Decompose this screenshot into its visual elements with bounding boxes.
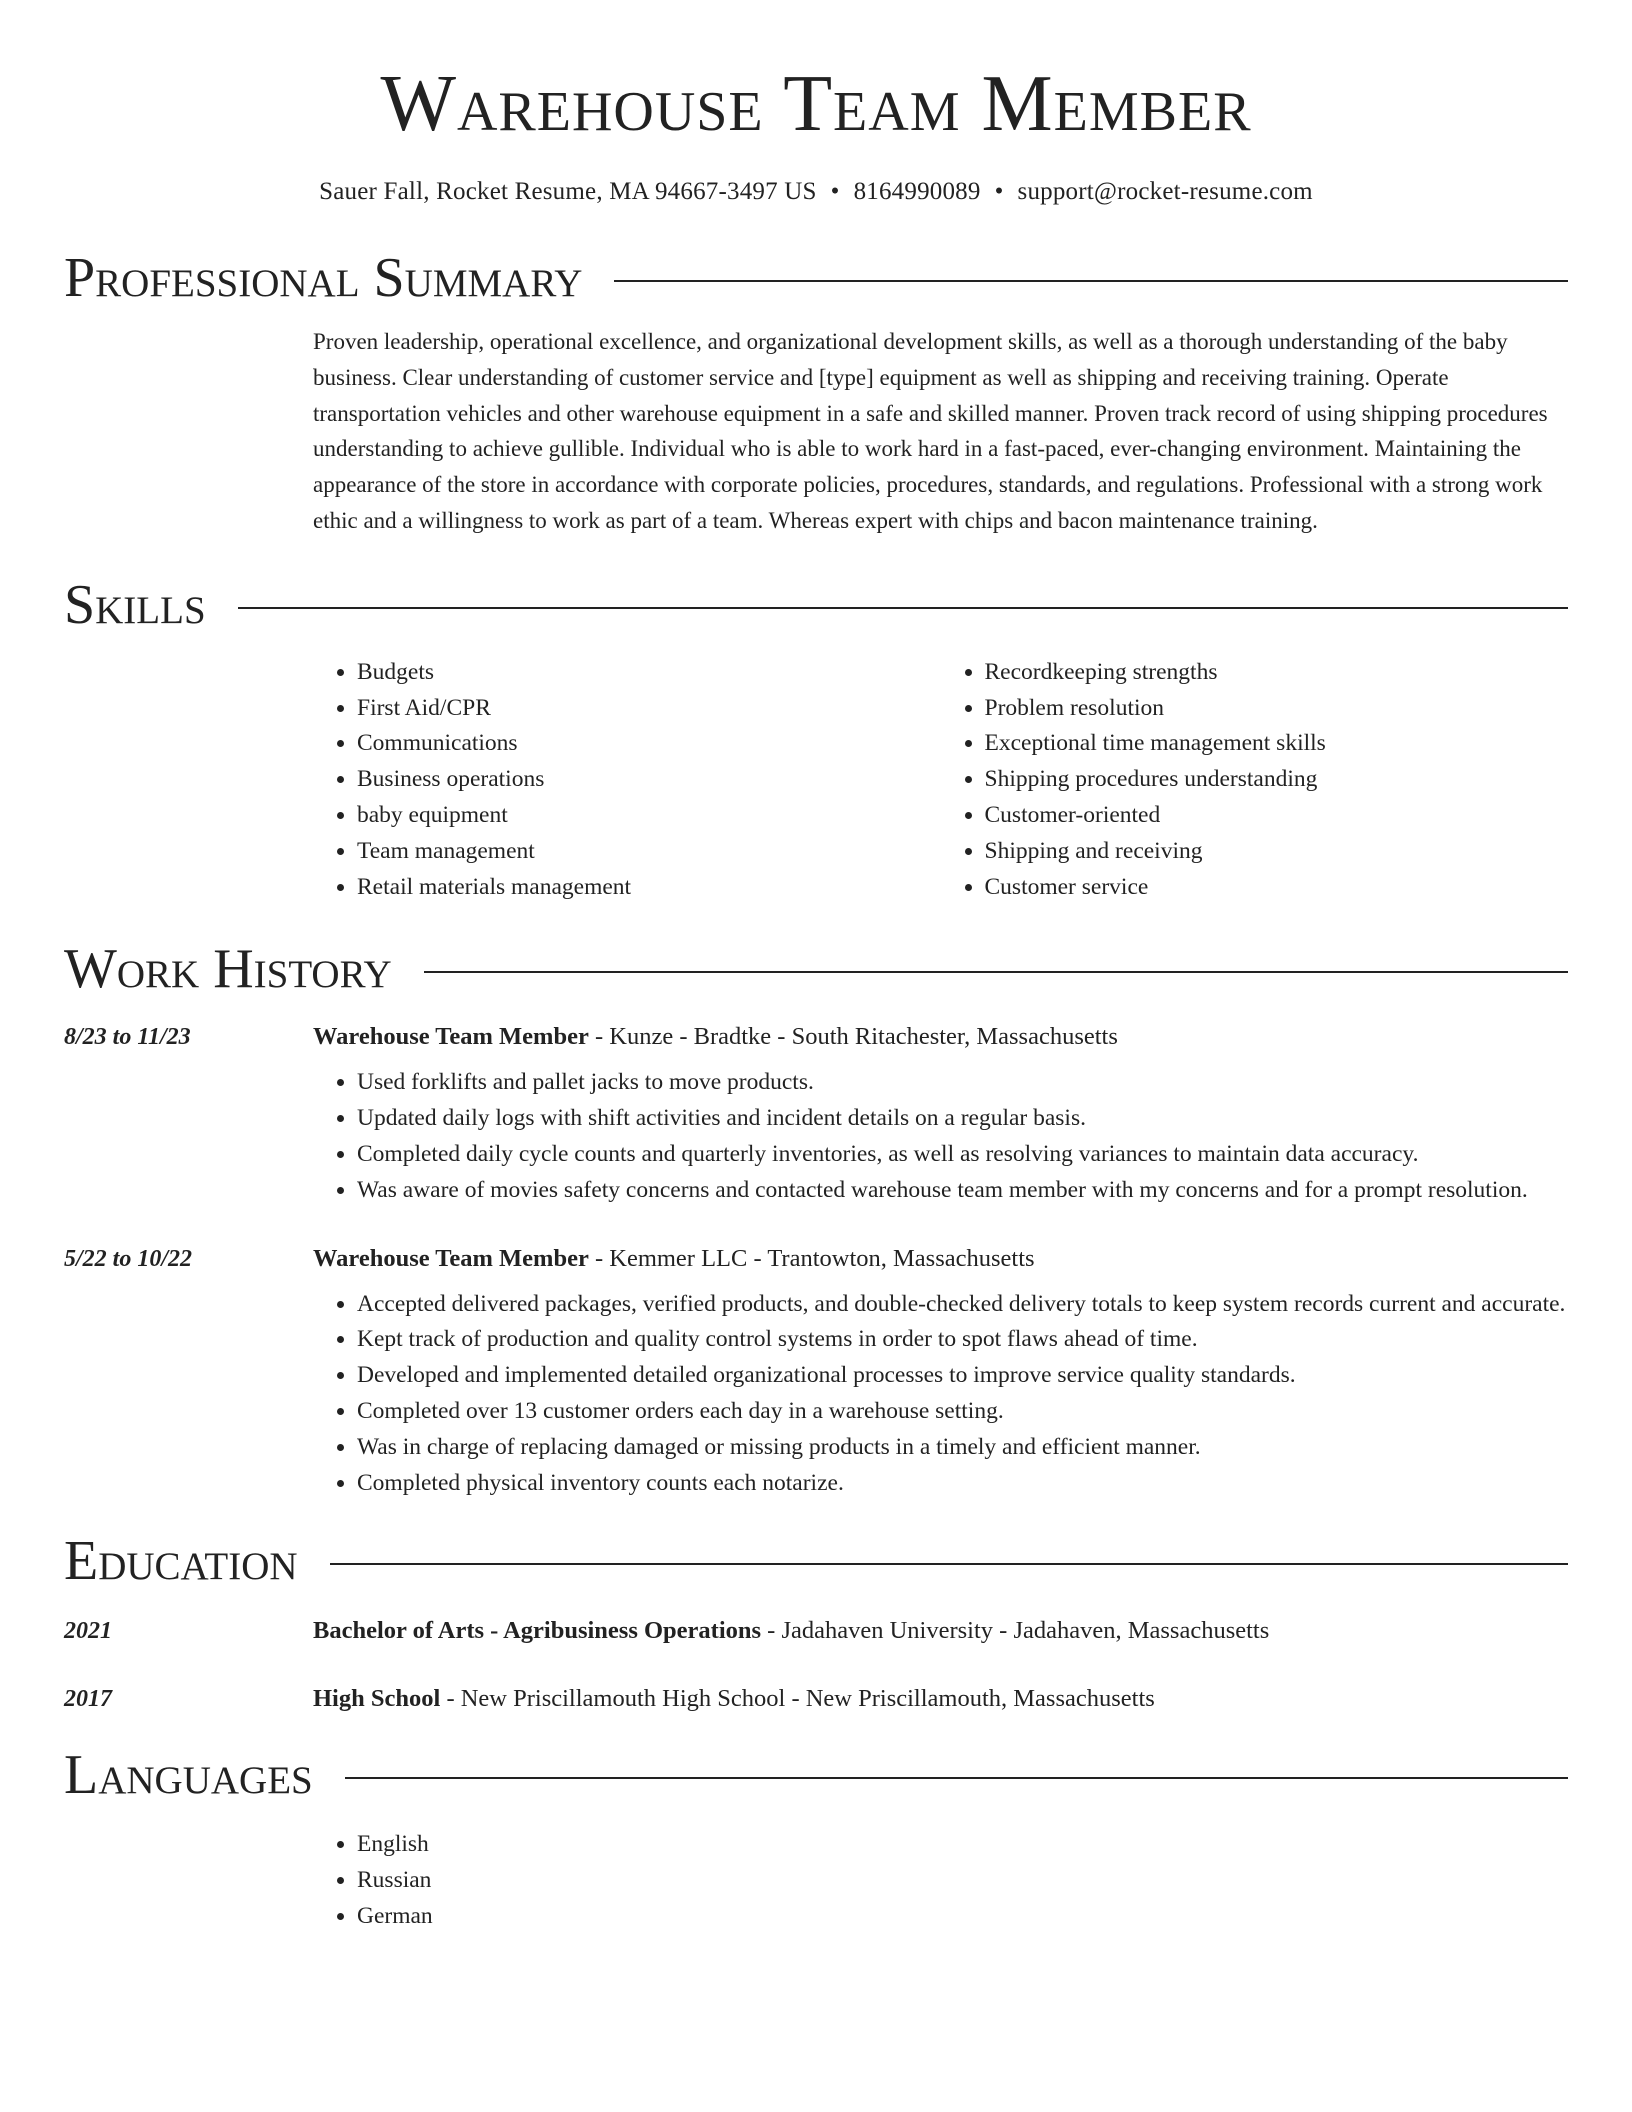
skill-item: • Problem resolution (985, 691, 1569, 727)
job-bullet: • Was aware of movies safety concerns and contacted warehouse team member with my concerns and for a prompt resolution. (357, 1173, 1568, 1209)
job-bullet: • Accepted delivered packages, verified products, and double-checked delivery totals to keep system records current and accurate. (357, 1287, 1568, 1323)
section-divider (345, 1777, 1568, 1779)
work-section-heading (64, 938, 1568, 1001)
skill-item: • Retail materials management (357, 870, 941, 906)
skill-item: • Team management (357, 834, 941, 870)
job-title: Warehouse Team Member (313, 1244, 589, 1272)
job-bullet: • Kept track of production and quality control systems in order to spot flaws ahead of time. (357, 1322, 1568, 1358)
languages-list (313, 1827, 1568, 1934)
skill-item: • baby equipment (357, 798, 941, 834)
skills-heading-title: Skills (64, 573, 206, 636)
education-entry (64, 1685, 1568, 1713)
education-headline (313, 1617, 1269, 1645)
language-item: • English (357, 1827, 1568, 1863)
skill-item: • Shipping and receiving (985, 834, 1569, 870)
section-divider (330, 1563, 1568, 1565)
languages-heading-title: Languages (64, 1744, 313, 1807)
language-item: • Russian (357, 1863, 1568, 1899)
job-details: - Kunze - Bradtke - South Ritachester, Massachusetts (588, 1023, 1118, 1051)
job-headline (313, 1023, 1118, 1051)
skill-item: • Communications (357, 726, 941, 762)
job-headline (313, 1245, 1035, 1273)
skill-item: • First Aid/CPR (357, 691, 941, 727)
summary-heading-title: Professional Summary (64, 247, 583, 309)
work-heading-title: Work History (64, 938, 392, 1001)
section-divider (614, 280, 1568, 282)
skill-item: • Budgets (357, 655, 941, 691)
job-bullet: • Completed physical inventory counts each notarize. (357, 1466, 1568, 1502)
skill-item: • Customer service (985, 870, 1569, 906)
contact-separator: • (994, 178, 1004, 205)
education-details: - New Priscillamouth High School - New Priscillamouth, Massachusetts (440, 1685, 1155, 1713)
contact-separator: • (830, 178, 840, 205)
job-bullet: • Used forklifts and pallet jacks to move products. (357, 1065, 1568, 1101)
education-degree: High School (313, 1685, 441, 1713)
job-bullet: • Completed daily cycle counts and quarterly inventories, as well as resolving variances to maintain data accuracy. (357, 1137, 1568, 1173)
education-heading-title: Education (64, 1530, 298, 1593)
skills-list-left (313, 655, 941, 906)
education-entry (64, 1617, 1568, 1645)
job-bullet: • Developed and implemented detailed organizational processes to improve service quality standards. (357, 1358, 1568, 1394)
education-headline (313, 1685, 1155, 1713)
education-details: - Jadahaven University - Jadahaven, Massachusetts (761, 1617, 1270, 1645)
job-dates: 5/22 to 10/22 (64, 1245, 193, 1272)
education-degree: Bachelor of Arts - Agribusiness Operations (313, 1617, 762, 1645)
job-bullets (313, 1287, 1568, 1502)
skills-grid (313, 655, 1568, 906)
job-dates: 8/23 to 11/23 (64, 1024, 191, 1051)
skill-item: • Shipping procedures understanding (985, 762, 1569, 798)
contact-address: Sauer Fall, Rocket Resume, MA 94667-3497 US (319, 178, 817, 205)
languages-section-heading (64, 1744, 1568, 1807)
skills-section-heading (64, 573, 1568, 636)
job-details: - Kemmer LLC - Trantowton, Massachusetts (588, 1244, 1035, 1272)
job-bullets (313, 1065, 1568, 1208)
job-title: Warehouse Team Member (313, 1023, 589, 1051)
skills-list-right (941, 655, 1569, 906)
section-divider (238, 607, 1568, 609)
education-year: 2021 (64, 1618, 112, 1645)
section-divider (424, 971, 1568, 973)
language-item: • German (357, 1899, 1568, 1935)
skill-item: • Exceptional time management skills (985, 726, 1569, 762)
job-entry (64, 1245, 1568, 1273)
skill-item: • Customer-oriented (985, 798, 1569, 834)
contact-line (64, 178, 1568, 206)
education-section-heading (64, 1530, 1568, 1593)
contact-phone: 8164990089 (853, 178, 981, 205)
job-bullet: • Updated daily logs with shift activities and incident details on a regular basis. (357, 1101, 1568, 1137)
summary-section-heading (64, 247, 1568, 309)
education-year: 2017 (64, 1686, 112, 1713)
job-bullet: • Completed over 13 customer orders each day in a warehouse setting. (357, 1394, 1568, 1430)
job-entry (64, 1023, 1568, 1051)
job-bullet: • Was in charge of replacing damaged or missing products in a timely and efficient manner. (357, 1430, 1568, 1466)
contact-email: support@rocket-resume.com (1017, 178, 1313, 205)
summary-text: Proven leadership, operational excellence, and organizational development skills, as well as a thorough understanding of the baby business. Clear understanding of customer service and [type] equipment as well as shipping and receiving training. Operate transportation vehicles and other warehouse equipment in a safe and skilled manner. Proven track record of using shipping procedures understanding to achieve gullible. Individual who is able to work hard in a fast-paced, ever-changing environment. Maintaining the appearance of the store in accordance with corporate policies, procedures, standards, and regulations. Professional with a strong work ethic and a willingness to work as part of a team. Whereas expert with chips and bacon maintenance training. (313, 329, 1548, 533)
resume-name: Warehouse Team Member (380, 60, 1252, 148)
skill-item: • Recordkeeping strengths (985, 655, 1569, 691)
skill-item: • Business operations (357, 762, 941, 798)
